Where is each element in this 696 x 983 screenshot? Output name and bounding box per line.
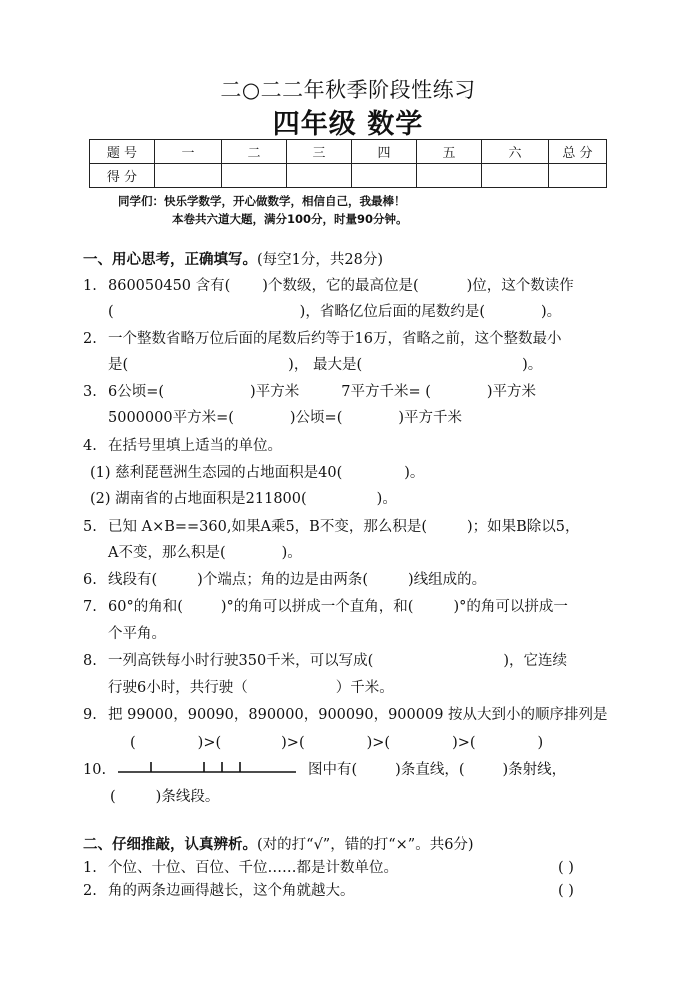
exam-subtitle: 四年级 数学 [272, 109, 424, 140]
q4-sub1: (1) 慈利琵琶洲生态园的占地面积是40( )。 [90, 465, 425, 481]
encouragement-note: 同学们：快乐学数学，开心做数学，相信自己，我最棒！ [118, 194, 406, 208]
section2-score-note: (对的打“√”，错的打“×”。共6分) [257, 837, 474, 853]
s2-q2-line: 2. 角的两条边画得越长，这个角就越大。 [83, 883, 355, 899]
section2-title: 二、仔细推敲，认真辨析。 [83, 836, 257, 853]
score-cell-6: 六 [482, 140, 549, 164]
score-input-3[interactable] [287, 164, 352, 188]
q1-line2: ( )，省略亿位后面的尾数约是( )。 [108, 304, 562, 320]
q5-line2: A不变，那么积是( )。 [108, 545, 302, 561]
score-input-5[interactable] [417, 164, 482, 188]
score-input-total[interactable] [549, 164, 607, 188]
q1-line1: 1. 860050450 含有( )个数级，它的最高位是( )位，这个数读作 [83, 278, 574, 294]
q3-number: 3. [83, 384, 97, 400]
section1-heading [83, 248, 383, 269]
q2-line1: 2. 一个整数省略万位后面的尾数后约等于16万，省略之前，这个整数最小 [83, 331, 562, 347]
q8-number: 8. [83, 653, 97, 669]
score-table [89, 139, 607, 188]
score-table-header-row [90, 140, 607, 164]
q2-line2: 是( )， 最大是( )。 [108, 357, 543, 373]
q3-line2: 5000000平方米=( )公顷=( )平方千米 [108, 410, 463, 426]
exam-info-note: 本卷共六道大题，满分100分，时量90分钟。 [172, 212, 408, 226]
score-input-1[interactable] [155, 164, 222, 188]
q4-sub2: (2) 湖南省的占地面积是211800( )。 [90, 491, 397, 507]
exam-title: 二○二二年秋季阶段性练习 [220, 78, 476, 102]
score-cell-label: 题 号 [90, 140, 155, 164]
score-cell-4: 四 [352, 140, 417, 164]
score-cell-3: 三 [287, 140, 352, 164]
q1-number: 1. [83, 278, 97, 294]
q7-number: 7. [83, 599, 97, 615]
q5-number: 5. [83, 519, 97, 535]
score-table-score-row [90, 164, 607, 188]
q9-line1: 9. 把 99000，90090，890000，900090，900009 按从大到小的顺序排列是 [83, 707, 608, 723]
q8-line1: 8. 一列高铁每小时行驶350千米，可以写成( )，它连续 [83, 653, 568, 669]
line-segment-figure [118, 758, 298, 778]
q10-line2: ( )条线段。 [110, 789, 220, 805]
s2-q1-answer-box[interactable]: ( ) [558, 860, 574, 876]
q6-line: 6. 线段有( )个端点；角的边是由两条( )线组成的。 [83, 572, 487, 588]
q9-number: 9. [83, 707, 97, 723]
score-input-6[interactable] [482, 164, 549, 188]
section2-heading [83, 833, 474, 854]
q10-line1: 图中有( )条直线，( )条射线， [308, 762, 567, 778]
q8-line2: 行驶6小时，共行驶（ ）千米。 [108, 680, 394, 696]
q7-line2: 个平角。 [108, 626, 166, 642]
q4-number: 4. [83, 438, 97, 454]
section1-score-note: (每空1分，共28分) [257, 252, 383, 268]
s2-q1-line: 1. 个位、十位、百位、千位……都是计数单位。 [83, 860, 398, 876]
score-cell-2: 二 [222, 140, 287, 164]
score-cell-5: 五 [417, 140, 482, 164]
score-cell-total: 总 分 [549, 140, 607, 164]
s2-q2-answer-box[interactable]: ( ) [558, 883, 574, 899]
q7-line1: 7. 60°的角和( )°的角可以拼成一个直角，和( )°的角可以拼成一 [83, 599, 568, 615]
q3-line1: 3. 6公顷=( )平方米 7平方千米= ( )平方米 [83, 384, 537, 400]
score-cell-1: 一 [155, 140, 222, 164]
s2-q1-number: 1. [83, 860, 97, 876]
score-input-2[interactable] [222, 164, 287, 188]
score-row-label: 得 分 [90, 164, 155, 188]
q9-order-blanks: ( )>( )>( )>( )>( ) [130, 735, 544, 751]
q4-line1: 4. 在括号里填上适当的单位。 [83, 438, 282, 454]
q5-line1: 5. 已知 A×B==360,如果A乘5，B不变，那么积是( )；如果B除以5， [83, 519, 580, 535]
q6-number: 6. [83, 572, 97, 588]
section1-title: 一、用心思考，正确填写。 [83, 251, 257, 268]
score-input-4[interactable] [352, 164, 417, 188]
s2-q2-number: 2. [83, 883, 97, 899]
q10-number: 10. [83, 762, 107, 778]
q2-number: 2. [83, 331, 97, 347]
